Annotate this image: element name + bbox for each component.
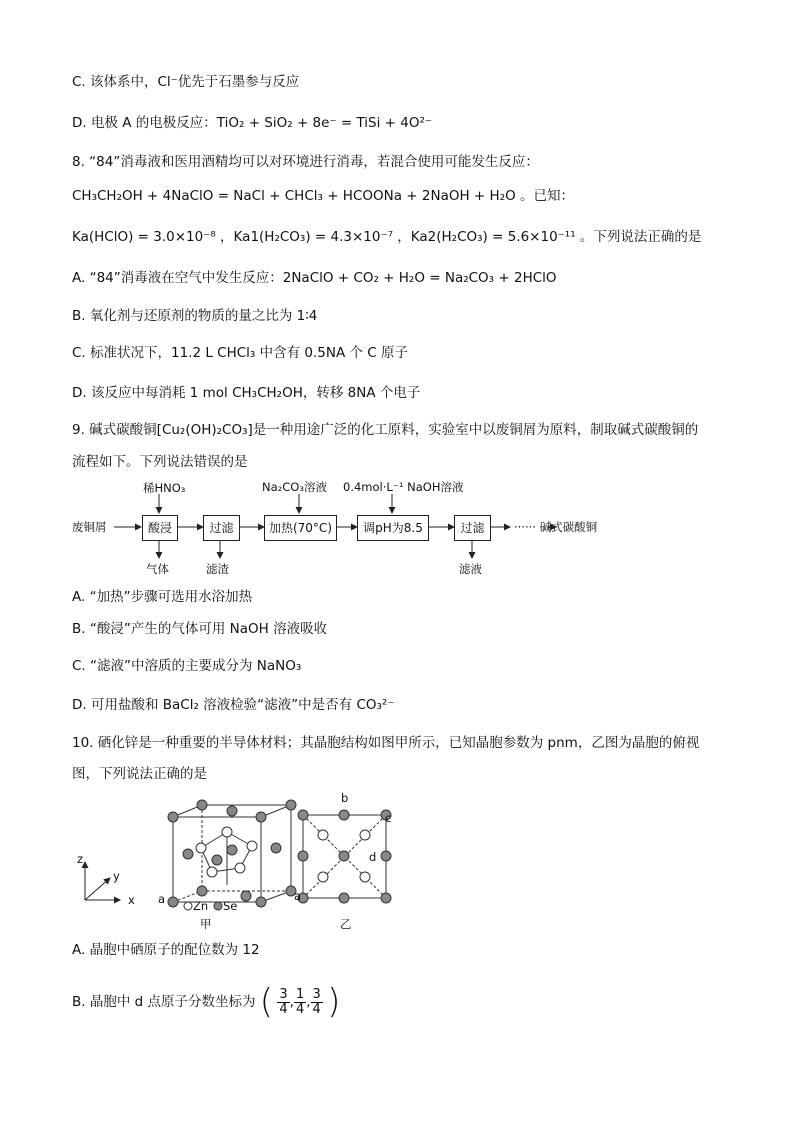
caption-yi: 乙 bbox=[340, 917, 352, 931]
q9-option-c: C. “滤液”中溶质的主要成分为 NaNO₃ bbox=[72, 658, 302, 674]
close-paren: ) bbox=[327, 982, 341, 1022]
flow-step-adjust-ph: 调pH为8.5 bbox=[357, 515, 429, 541]
axis-y-label: y bbox=[113, 869, 120, 883]
flow-step-filter-2: 过滤 bbox=[454, 515, 491, 541]
q9-option-a: A. “加热”步骤可选用水浴加热 bbox=[72, 589, 253, 605]
top-view-b-label: b bbox=[341, 791, 349, 805]
flow-input-nitric-acid: 稀HNO₃ bbox=[143, 481, 186, 495]
q10-figures bbox=[0, 790, 794, 940]
q9-flow-diagram bbox=[0, 470, 794, 585]
top-view-a-label: a bbox=[294, 889, 302, 903]
axis-x-label: x bbox=[128, 893, 135, 907]
flow-output-gas: 气体 bbox=[146, 562, 169, 576]
q9-option-b: B. “酸浸”产生的气体可用 NaOH 溶液吸收 bbox=[72, 621, 328, 637]
legend-se-label: Se bbox=[223, 899, 238, 913]
top-view-c-label: c bbox=[385, 811, 392, 825]
flow-step-acid-leach: 酸浸 bbox=[142, 515, 178, 541]
caption-jia: 甲 bbox=[200, 917, 212, 931]
q8-option-d: D. 该反应中每消耗 1 mol CH₃CH₂OH，转移 8NA 个电子 bbox=[72, 385, 421, 401]
q7-option-c: C. 该体系中，Cl⁻优先于石墨参与反应 bbox=[72, 74, 300, 90]
flow-start-label: 废铜屑 bbox=[72, 520, 107, 534]
q8-stem-line2: CH₃CH₂OH + 4NaClO = NaCl + CHCl₃ + HCOONa + 2NaOH + H₂O 。已知： bbox=[72, 188, 575, 204]
legend-zn-label: Zn bbox=[193, 899, 209, 913]
coord-x-fraction: $\frac{3}{4}$ bbox=[279, 986, 288, 1017]
q10-option-b-prefix: B. 晶胞中 d 点原子分数坐标为 bbox=[72, 994, 256, 1010]
q8-option-c: C. 标准状况下，11.2 L CHCl₃ 中含有 0.5NA 个 C 原子 bbox=[72, 345, 409, 361]
top-view-d-label: d bbox=[369, 850, 377, 864]
axis-z-label: z bbox=[77, 852, 84, 866]
flow-output-filtrate: 滤液 bbox=[459, 562, 482, 576]
cell-corner-a-label: a bbox=[158, 892, 166, 906]
q10-stem-line1: 10. 硒化锌是一种重要的半导体材料；其晶胞结构如图甲所示，已知晶胞参数为 pnm，乙图为晶胞的俯视 bbox=[72, 735, 700, 751]
q7-option-d: D. 电极 A 的电极反应：TiO₂ + SiO₂ + 8e⁻ = TiSi + 4O²⁻ bbox=[72, 115, 433, 131]
q9-option-d: D. 可用盐酸和 BaCl₂ 溶液检验“滤液”中是否有 CO₃²⁻ bbox=[72, 697, 395, 713]
q8-option-a: A. “84”消毒液在空气中发生反应：2NaClO + CO₂ + H₂O = Na₂CO₃ + 2HClO bbox=[72, 270, 557, 286]
flow-output-residue: 滤渣 bbox=[206, 562, 229, 576]
flow-step-filter-1: 过滤 bbox=[203, 515, 240, 541]
q9-stem-line2: 流程如下。下列说法错误的是 bbox=[72, 454, 248, 470]
flow-step-heating: 加热(70°C) bbox=[264, 515, 337, 541]
flow-input-naoh: 0.4mol·L⁻¹ NaOH溶液 bbox=[343, 480, 464, 494]
q8-option-b: B. 氧化剂与还原剂的物质的量之比为 1∶4 bbox=[72, 308, 318, 324]
q9-stem-line1: 9. 碱式碳酸铜[Cu₂(OH)₂CO₃]是一种用途广泛的化工原料，实验室中以废铜屑为原料，制取碱式碳酸铜的 bbox=[72, 422, 699, 438]
crystal-cell-drawing bbox=[60, 790, 480, 940]
coord-y-fraction: $\frac{1}{4}$ bbox=[295, 986, 305, 1017]
coord-z-fraction: $\frac{3}{4}$ bbox=[312, 986, 321, 1017]
q10-stem-line2: 图，下列说法正确的是 bbox=[72, 766, 207, 782]
q10-option-a: A. 晶胞中硒原子的配位数为 12 bbox=[72, 942, 260, 958]
q10-option-b: B. 晶胞中 d 点原子分数坐标为 ( $\frac{3}{4}$ , $\frac{1}{4}$ , $\frac{3}{4}$ ) bbox=[72, 982, 341, 1022]
q8-stem-line3: Ka(HClO) = 3.0×10⁻⁸ ，Ka1(H₂CO₃) = 4.3×10⁻⁷ ，Ka2(H₂CO₃) = 5.6×10⁻¹¹ 。下列说法正确的是 bbox=[72, 229, 702, 245]
q8-stem-line1: 8. “84”消毒液和医用酒精均可以对环境进行消毒，若混合使用可能发生反应： bbox=[72, 154, 539, 170]
open-paren: ( bbox=[259, 982, 274, 1022]
flow-end-product: ······ 碱式碳酸铜 bbox=[514, 520, 598, 534]
flow-input-sodium-carbonate: Na₂CO₃溶液 bbox=[262, 480, 327, 494]
